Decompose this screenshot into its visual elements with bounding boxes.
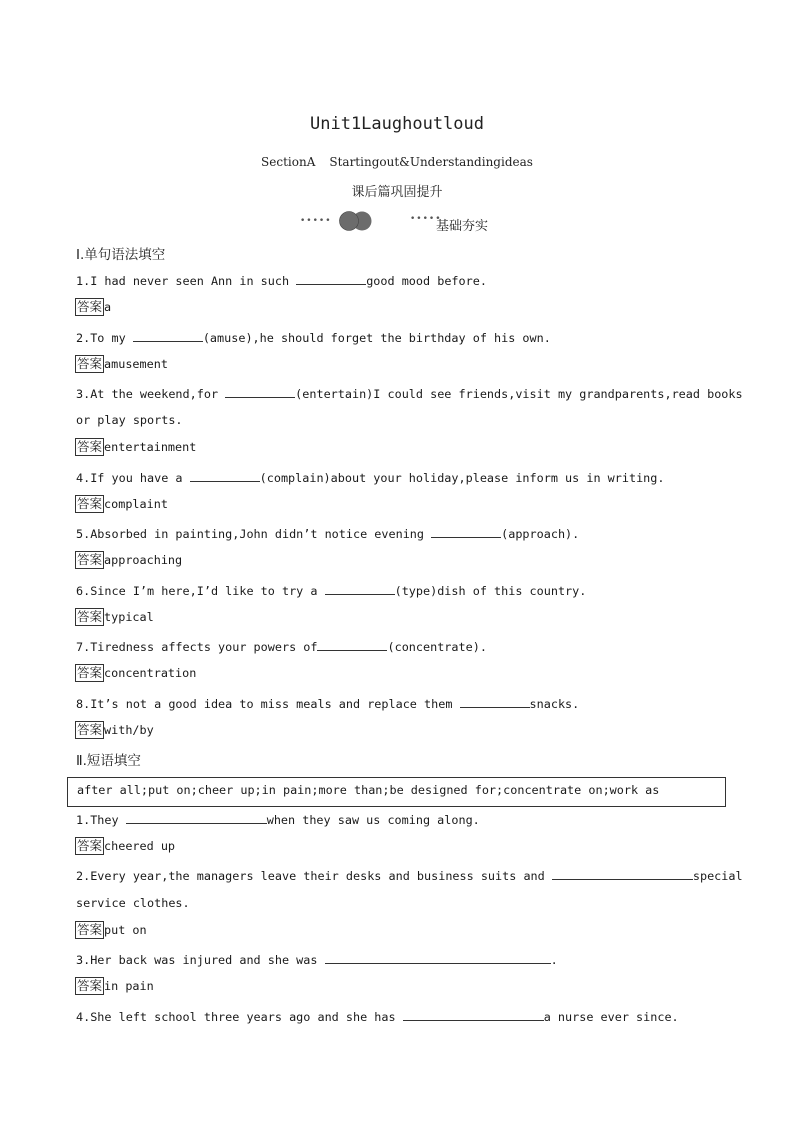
answer-tag: 答案 xyxy=(77,609,103,624)
question-line: 3.At the weekend,for (entertain)I could see friends,visit my grandparents,read books xyxy=(76,387,743,401)
question-line: 3.Her back was injured and she was . xyxy=(76,953,558,967)
section-b-label: Startingout&Understandingideas xyxy=(329,155,533,169)
answer-value: concentration xyxy=(104,666,197,680)
answer-blank xyxy=(317,639,387,651)
answer-tag: 答案 xyxy=(77,496,103,511)
answer-value: entertainment xyxy=(104,440,197,454)
answer-value: put on xyxy=(104,923,147,937)
answer-row xyxy=(75,298,111,316)
answer-value: typical xyxy=(104,610,154,624)
answer-blank xyxy=(552,868,693,880)
answer-tag: 答案 xyxy=(77,439,103,454)
question-line: 1.I had never seen Ann in such good mood before. xyxy=(76,274,487,288)
basics-banner xyxy=(298,205,518,235)
answer-blank xyxy=(460,696,530,708)
answer-value: in pain xyxy=(104,979,154,993)
answer-row xyxy=(75,495,168,513)
consolidation-subtitle: 课后篇巩固提升 xyxy=(351,185,443,200)
question-line: 2.Every year,the managers leave their desks and business suits and special xyxy=(76,869,743,883)
answer-blank xyxy=(325,952,551,964)
answer-blank xyxy=(431,526,501,538)
question-line: 2.To my (amuse),he should forget the birthday of his own. xyxy=(76,331,551,345)
answer-tag: 答案 xyxy=(77,356,103,371)
part1-heading: Ⅰ.单句语法填空 xyxy=(76,247,166,263)
banner-dots-right: ••••• xyxy=(410,214,442,224)
page-title: Unit1Laughoutloud xyxy=(310,114,484,134)
answer-tag: 答案 xyxy=(77,665,103,680)
answer-row xyxy=(75,721,154,739)
answer-tag: 答案 xyxy=(77,978,103,993)
part2-heading: Ⅱ.短语填空 xyxy=(76,753,141,769)
answer-row xyxy=(75,355,168,373)
answer-blank xyxy=(133,330,203,342)
answer-tag: 答案 xyxy=(77,922,103,937)
answer-blank xyxy=(225,386,295,398)
question-line: 6.Since I’m here,I’d like to try a (type)dish of this country. xyxy=(76,584,587,598)
answer-row xyxy=(75,921,147,939)
banner-label: 基础夯实 xyxy=(436,219,489,234)
answer-value: cheered up xyxy=(104,839,176,853)
banner-badge-icon xyxy=(334,207,376,231)
answer-tag: 答案 xyxy=(77,722,103,737)
banner-dots-left: ••••• xyxy=(300,216,332,226)
answer-value: complaint xyxy=(104,497,168,511)
section-subtitle xyxy=(0,155,794,169)
phrase-box: after all;put on;cheer up;in pain;more than;be designed for;concentrate on;work as xyxy=(67,777,726,807)
answer-blank xyxy=(296,273,366,285)
question-line: 1.They when they saw us coming along. xyxy=(76,813,480,827)
question-line-continued: service clothes. xyxy=(76,896,190,910)
answer-row xyxy=(75,608,154,626)
answer-blank xyxy=(403,1009,544,1021)
answer-row xyxy=(75,551,182,569)
answer-row xyxy=(75,977,154,995)
question-line: 7.Tiredness affects your powers of (concentrate). xyxy=(76,640,487,654)
question-line: 4.If you have a (complain)about your holiday,please inform us in writing. xyxy=(76,471,665,485)
question-line: 5.Absorbed in painting,John didn’t notice evening (approach). xyxy=(76,527,580,541)
question-line: 8.It’s not a good idea to miss meals and replace them snacks. xyxy=(76,697,580,711)
answer-row xyxy=(75,438,196,456)
answer-row xyxy=(75,664,196,682)
answer-value: approaching xyxy=(104,553,183,567)
section-a-label: SectionA xyxy=(261,155,316,169)
answer-tag: 答案 xyxy=(77,299,103,314)
answer-tag: 答案 xyxy=(77,552,103,567)
answer-value: with/by xyxy=(104,723,154,737)
question-line: 4.She left school three years ago and she has a nurse ever since. xyxy=(76,1010,679,1024)
answer-blank xyxy=(126,812,267,824)
answer-value: amusement xyxy=(104,357,168,371)
answer-tag: 答案 xyxy=(77,838,103,853)
answer-blank xyxy=(325,583,395,595)
answer-row xyxy=(75,837,175,855)
answer-blank xyxy=(190,470,260,482)
answer-value: a xyxy=(104,300,112,314)
question-line-continued: or play sports. xyxy=(76,413,183,427)
